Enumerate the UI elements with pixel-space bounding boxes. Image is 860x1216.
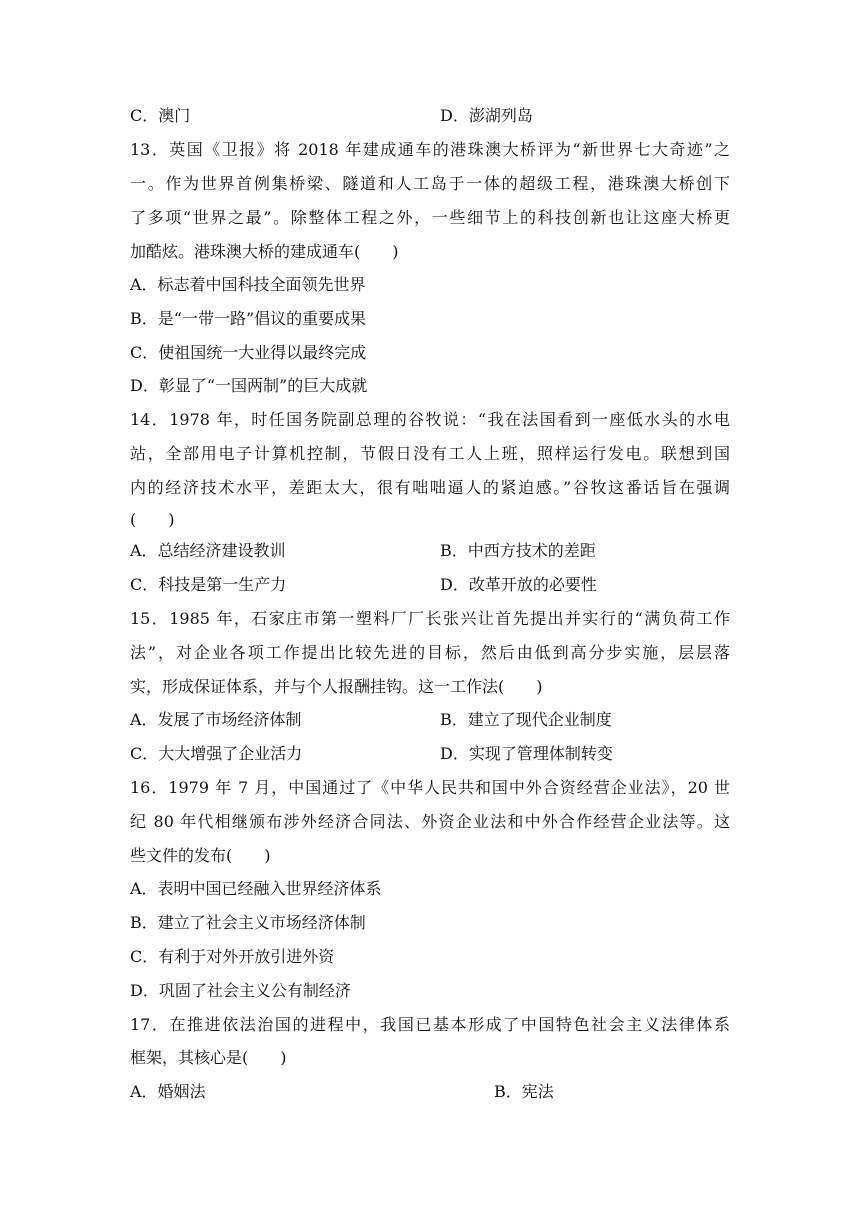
question-14-line-1: 14．1978 年，时任国务院副总理的谷牧说：“我在法国看到一座低水头的水电 (130, 410, 730, 429)
question-13-option-c: C．使祖国统一大业得以最终完成 (130, 343, 367, 362)
question-15-options-row-2 (130, 742, 730, 766)
question-17-line-2: 框架，其核心是( ) (130, 1048, 287, 1067)
question-14-options-row-1 (130, 539, 730, 563)
question-16-option-c: C．有利于对外开放引进外资 (130, 947, 335, 966)
question-13-line-2: 一。作为世界首例集桥梁、隧道和人工岛于一体的超级工程，港珠澳大桥创下 (130, 174, 730, 193)
question-13-line-1: 13．英国《卫报》将 2018 年建成通车的港珠澳大桥评为“新世界七大奇迹”之 (130, 140, 730, 159)
question-15-line-2: 法”，对企业各项工作提出比较先进的目标，然后由低到高分步实施，层层落 (130, 643, 730, 662)
question-15-line-3: 实，形成保证体系，并与个人报酬挂钩。这一工作法( ) (130, 677, 543, 696)
option-a: A．总结经济建设教训 (130, 541, 286, 560)
question-16-option-b: B．建立了社会主义市场经济体制 (130, 913, 366, 932)
question-16-option-a: A．表明中国已经融入世界经济体系 (130, 879, 382, 898)
question-14-line-4: ( ) (130, 510, 175, 529)
question-17-line-1: 17．在推进依法治国的进程中，我国已基本形成了中国特色社会主义法律体系 (130, 1015, 730, 1034)
question-16-line-3: 些文件的发布( ) (130, 846, 271, 865)
question-14-options-row-2 (130, 573, 730, 597)
option-b: B．宪法 (494, 1082, 554, 1101)
question-14-line-2: 站，全部用电子计算机控制，节假日没有工人上班，照样运行发电。联想到国 (130, 444, 730, 463)
question-13-option-d: D．彰显了“一国两制”的巨大成就 (130, 376, 368, 395)
option-c: C．澳门 (130, 106, 191, 125)
question-13-line-4: 加酷炫。港珠澳大桥的建成通车( ) (130, 242, 399, 261)
option-a: A．婚姻法 (130, 1082, 206, 1101)
option-d: D．实现了管理体制转变 (440, 744, 613, 763)
question-16-line-2: 纪 80 年代相继颁布涉外经济合同法、外资企业法和中外合作经营企业法等。这 (130, 812, 730, 831)
option-c: C．科技是第一生产力 (130, 575, 287, 594)
question-16-line-1: 16．1979 年 7 月，中国通过了《中华人民共和国中外合资经营企业法》，20 世 (130, 778, 730, 797)
question-15-options-row-1 (130, 708, 730, 732)
question-13-line-3: 了多项“世界之最”。除整体工程之外，一些细节上的科技创新也让这座大桥更 (130, 208, 730, 227)
option-b: B．建立了现代企业制度 (440, 710, 612, 729)
question-13-option-a: A．标志着中国科技全面领先世界 (130, 275, 366, 294)
question-17-options-row (130, 1080, 730, 1104)
option-c: C．大大增强了企业活力 (130, 744, 303, 763)
question-13-option-b: B．是“一带一路”倡议的重要成果 (130, 309, 367, 328)
question-14-line-3: 内的经济技术水平，差距太大，很有咄咄逼人的紧迫感。”谷牧这番话旨在强调 (130, 478, 730, 497)
option-d: D．改革开放的必要性 (440, 575, 597, 594)
option-b: B．中西方技术的差距 (440, 541, 596, 560)
option-a: A．发展了市场经济体制 (130, 710, 302, 729)
question-16-option-d: D．巩固了社会主义公有制经济 (130, 981, 351, 1000)
question-15-line-1: 15．1985 年，石家庄市第一塑料厂厂长张兴让首先提出并实行的“满负荷工作 (130, 609, 730, 628)
option-d: D．澎湖列岛 (440, 106, 533, 125)
question-12-options-row (130, 104, 730, 128)
